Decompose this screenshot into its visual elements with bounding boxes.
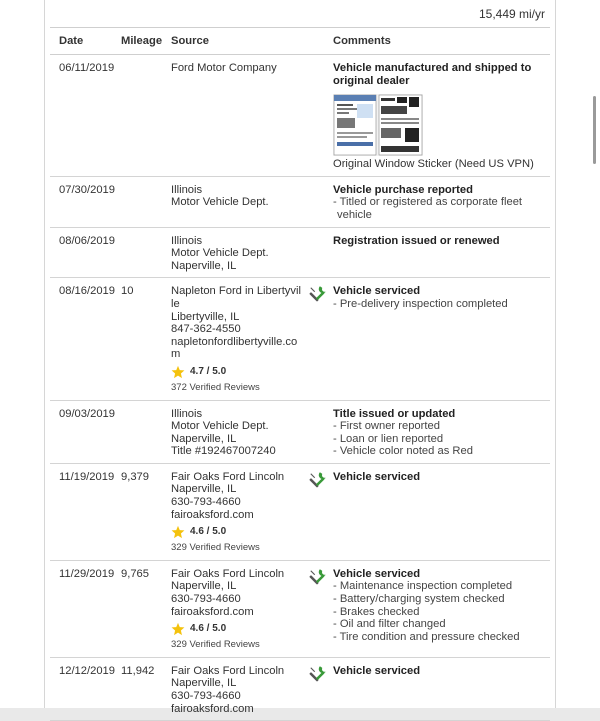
- table-row: [50, 278, 550, 400]
- record-source: [171, 665, 305, 715]
- source-line: fairoaksford.com: [171, 605, 254, 618]
- record-icon-cell: [305, 285, 333, 394]
- source-line: Naperville, IL: [171, 432, 237, 445]
- record-comments: [333, 471, 550, 555]
- comment-title: Vehicle serviced: [333, 285, 421, 298]
- comment-line: - Vehicle color noted as Red: [333, 445, 473, 458]
- comment-line: - Pre-delivery inspection completed: [333, 297, 508, 310]
- source-line: Naperville, IL: [171, 580, 237, 593]
- scrollbar-thumb[interactable]: [593, 96, 596, 164]
- rating-value: 4.7 / 5.0: [190, 365, 227, 377]
- record-comments: [333, 285, 550, 394]
- source-line: 630-793-4660: [171, 593, 241, 606]
- record-date: 09/03/2019: [59, 407, 115, 420]
- service-wrench-icon: [308, 471, 327, 490]
- table-row: [50, 177, 550, 228]
- source-line: Illinois: [171, 234, 203, 247]
- dealer-rating[interactable]: [171, 525, 301, 539]
- comment-title: Title issued or updated: [333, 407, 456, 420]
- record-icon-cell: [305, 408, 333, 458]
- left-margin: [0, 0, 45, 708]
- comment-line: - Oil and filter changed: [333, 618, 446, 631]
- comment-line: - Maintenance inspection completed: [333, 580, 513, 593]
- verified-reviews-link[interactable]: 329 Verified Reviews: [171, 542, 260, 554]
- record-source: [171, 568, 305, 652]
- record-mileage: [121, 408, 171, 458]
- record-mileage: 10: [121, 285, 134, 298]
- record-date: 11/19/2019: [59, 470, 115, 483]
- header-source: Source: [171, 34, 209, 47]
- table-row: [50, 561, 550, 658]
- vehicle-history-panel: [45, 0, 555, 715]
- record-icon-cell: [305, 62, 333, 171]
- table-row: [50, 401, 550, 464]
- comment-line: - Battery/charging system checked: [333, 593, 505, 606]
- record-date: 12/12/2019: [59, 664, 115, 677]
- record-comments: [333, 62, 550, 171]
- source-line: napletonfordlibertyville.com: [171, 335, 298, 361]
- record-icon-cell: [305, 471, 333, 555]
- source-line: 847-362-4550: [171, 323, 241, 336]
- record-comments: [333, 184, 550, 222]
- source-line: Ford Motor Company: [171, 62, 277, 74]
- window-sticker-thumbnail[interactable]: [333, 94, 542, 156]
- comment-title: Vehicle serviced: [333, 470, 421, 483]
- source-line: Motor Vehicle Dept.: [171, 420, 269, 433]
- record-date: 08/06/2019: [59, 234, 115, 247]
- comment-line: - Titled or registered as corporate fleet vehicle: [333, 196, 523, 221]
- record-mileage: 11,942: [121, 664, 155, 677]
- record-comments: [333, 235, 550, 273]
- dealer-rating[interactable]: [171, 365, 301, 379]
- comment-line: - Loan or lien reported: [333, 432, 444, 445]
- record-mileage: [121, 62, 171, 171]
- record-source: [171, 471, 305, 555]
- source-line: Fair Oaks Ford Lincoln: [171, 664, 285, 677]
- record-mileage: 9,379: [121, 470, 149, 483]
- source-line: Naperville, IL: [171, 677, 237, 690]
- source-line: 630-793-4660: [171, 690, 241, 702]
- record-date: 07/30/2019: [59, 183, 115, 196]
- table-row: [50, 658, 550, 721]
- header-date: Date: [59, 34, 84, 47]
- window-sticker-link[interactable]: Original Window Sticker (Need US VPN): [333, 158, 534, 171]
- avg-mileage-value: 15,449 mi/yr: [478, 7, 545, 21]
- record-comments: [333, 568, 550, 652]
- record-icon-cell: [305, 184, 333, 222]
- record-icon-cell: [305, 568, 333, 652]
- star-icon: [171, 365, 185, 379]
- comment-title: Vehicle manufactured and shipped to original dealer: [333, 62, 532, 87]
- source-line: fairoaksford.com: [171, 508, 254, 521]
- verified-reviews-link[interactable]: 329 Verified Reviews: [171, 639, 260, 651]
- source-line: Naperville, IL: [171, 259, 237, 272]
- dealer-rating[interactable]: [171, 622, 301, 636]
- record-date: 11/29/2019: [59, 567, 115, 580]
- comment-title: Vehicle serviced: [333, 567, 421, 580]
- source-line: Motor Vehicle Dept.: [171, 196, 269, 209]
- comment-line: - Tire condition and pressure checked: [333, 630, 520, 643]
- table-row: [50, 464, 550, 561]
- source-line: Illinois: [171, 407, 203, 420]
- table-row: [50, 55, 550, 177]
- service-wrench-icon: [308, 665, 327, 684]
- header-comments: Comments: [333, 34, 391, 47]
- record-comments: [333, 665, 550, 715]
- header-mileage: Mileage: [121, 34, 163, 47]
- table-row: [50, 228, 550, 279]
- star-icon: [171, 622, 185, 636]
- service-wrench-icon: [308, 285, 327, 304]
- history-table: [50, 27, 550, 721]
- comment-title: Vehicle serviced: [333, 664, 421, 677]
- record-source: [171, 408, 305, 458]
- source-line: Fair Oaks Ford Lincoln: [171, 567, 285, 580]
- record-source: [171, 235, 305, 273]
- record-date: 06/11/2019: [59, 62, 115, 74]
- service-wrench-icon: [308, 568, 327, 587]
- source-line: 630-793-4660: [171, 496, 241, 509]
- source-line: Motor Vehicle Dept.: [171, 247, 269, 260]
- source-line: Napleton Ford in Libertyville: [171, 285, 301, 310]
- record-comments: [333, 408, 550, 458]
- source-line: Naperville, IL: [171, 483, 237, 496]
- record-icon-cell: [305, 665, 333, 715]
- record-source: [171, 184, 305, 222]
- record-mileage: 9,765: [121, 567, 149, 580]
- table-body: [50, 55, 550, 721]
- comment-title: Vehicle purchase reported: [333, 183, 473, 196]
- source-line: Libertyville, IL: [171, 310, 240, 323]
- source-line: fairoaksford.com: [171, 702, 254, 715]
- table-header: [50, 27, 550, 55]
- source-line: Title #192467007240: [171, 445, 276, 458]
- record-icon-cell: [305, 235, 333, 273]
- rating-value: 4.6 / 5.0: [190, 525, 227, 537]
- verified-reviews-link[interactable]: 372 Verified Reviews: [171, 381, 260, 393]
- comment-title: Registration issued or renewed: [333, 234, 500, 247]
- comment-line: - First owner reported: [333, 420, 440, 433]
- record-mileage: [121, 235, 171, 273]
- record-mileage: [121, 184, 171, 222]
- record-source: [171, 285, 305, 394]
- record-date: 08/16/2019: [59, 285, 115, 298]
- rating-value: 4.6 / 5.0: [190, 622, 227, 634]
- source-line: Illinois: [171, 183, 203, 196]
- comment-line: - Brakes checked: [333, 605, 420, 618]
- source-line: Fair Oaks Ford Lincoln: [171, 470, 285, 483]
- star-icon: [171, 525, 185, 539]
- record-source: [171, 62, 305, 171]
